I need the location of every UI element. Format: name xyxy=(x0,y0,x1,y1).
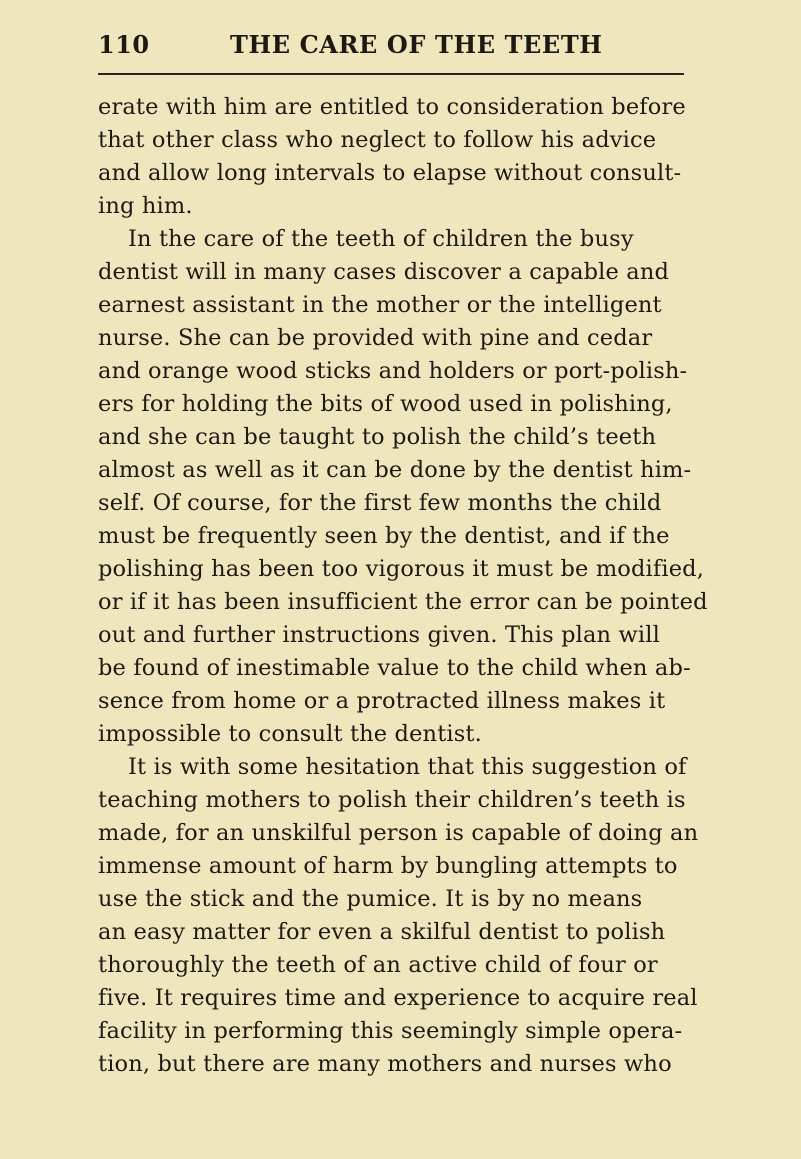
text-line: thoroughly the teeth of an active child of four or xyxy=(98,952,658,978)
text-line: polishing has been too vigorous it must be modified, xyxy=(98,556,705,582)
text-line: that other class who neglect to follow his advice xyxy=(98,127,657,153)
text-line: self. Of course, for the first few months the child xyxy=(98,490,662,516)
paragraph-start-line: It is with some hesitation that this suggestion of xyxy=(128,754,687,780)
text-line: ers for holding the bits of wood used in polishing, xyxy=(98,391,673,417)
text-line: be found of inestimable value to the child when ab- xyxy=(98,655,691,681)
text-line: made, for an unskilful person is capable of doing an xyxy=(98,820,699,846)
text-line: immense amount of harm by bungling attempts to xyxy=(98,853,678,879)
header-rule xyxy=(98,73,684,75)
body-text xyxy=(98,91,708,1081)
text-line: out and further instructions given. This plan will xyxy=(98,622,660,648)
paragraph-start-line: In the care of the teeth of children the busy xyxy=(128,226,634,252)
text-line: sence from home or a protracted illness makes it xyxy=(98,688,666,714)
page-number: 110 xyxy=(98,30,150,59)
text-line: must be frequently seen by the dentist, and if the xyxy=(98,523,670,549)
running-title: THE CARE OF THE TEETH xyxy=(230,30,603,59)
text-line: nurse. She can be provided with pine and cedar xyxy=(98,325,653,351)
text-line: or if it has been insufficient the error can be pointed xyxy=(98,589,708,615)
text-line: erate with him are entitled to consideration before xyxy=(98,94,686,120)
running-head xyxy=(98,30,684,62)
text-line: impossible to consult the dentist. xyxy=(98,721,482,747)
text-line: five. It requires time and experience to acquire real xyxy=(98,985,698,1011)
text-line: tion, but there are many mothers and nurses who xyxy=(98,1051,672,1077)
text-line: and she can be taught to polish the child’s teeth xyxy=(98,424,657,450)
text-line: almost as well as it can be done by the dentist him- xyxy=(98,457,692,483)
text-line: and allow long intervals to elapse without consult- xyxy=(98,160,682,186)
text-line: teaching mothers to polish their children’s teeth is xyxy=(98,787,686,813)
text-line: an easy matter for even a skilful dentist to polish xyxy=(98,919,666,945)
text-line: use the stick and the pumice. It is by no means xyxy=(98,886,643,912)
text-line: dentist will in many cases discover a capable and xyxy=(98,259,670,285)
text-line: earnest assistant in the mother or the intelligent xyxy=(98,292,662,318)
text-line: and orange wood sticks and holders or port-polish- xyxy=(98,358,688,384)
text-line: facility in performing this seemingly simple opera- xyxy=(98,1018,683,1044)
text-line: ing him. xyxy=(98,193,193,219)
